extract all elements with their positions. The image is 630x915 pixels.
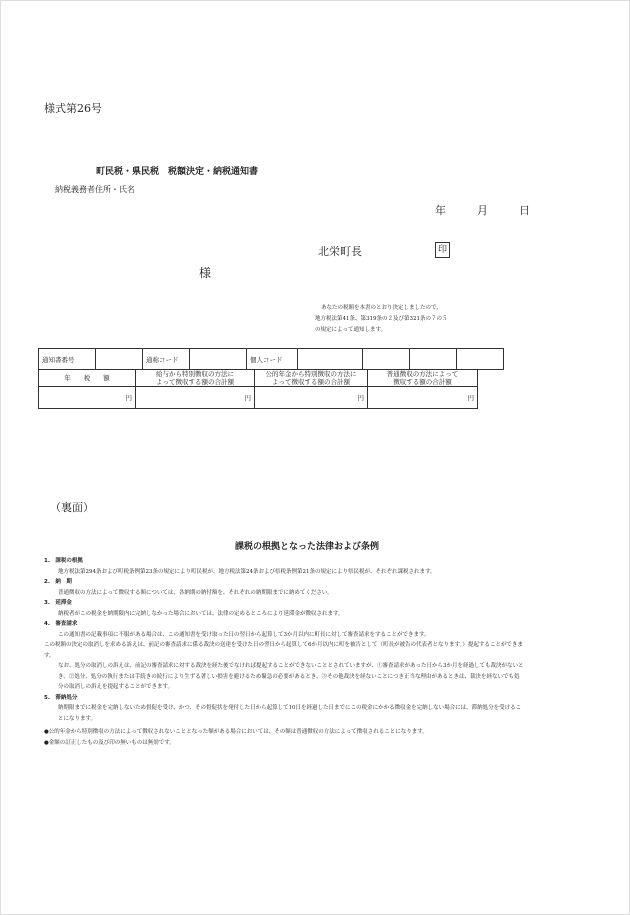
addressee-code-label: 通称コード (143, 349, 190, 370)
taxpayer-label: 納税義務者住所・氏名 (55, 185, 135, 194)
ordinary-column-header (368, 370, 478, 387)
notice-line: あなたの税額を本書のとおり決定しましたので、 (321, 305, 442, 311)
salary-column-header (136, 370, 255, 387)
salary-header-line: 給与から特別徴収の方法に (156, 370, 234, 378)
section-body: 地方税法第294条および町税条例第23条の規定により町民税が、地方税法第24条および県税条例第21条の規定により県民税が、それぞれ課税されます。 (58, 568, 436, 575)
section-body: なお、処分の取消しの訴えは、前記の審査請求に対する裁決を経た後でなければ提起することができないこととされていますが、①審査請求があった日から3か月を経過しても裁決がないとき、②処分、処分の執行または手続きの続行により生ずる著しい損害を避けるため緊急の必要があるとき、③その他裁決を経ないことにつき正当な理由があるときは、裁決を経ないでも処分の取消しの訴えを提起することができます。 (58, 663, 524, 690)
personal-code-value-2 (363, 349, 410, 370)
footnotes (44, 727, 428, 748)
code-row (39, 349, 504, 370)
salary-header-line: よって徴収する額の合計額 (156, 378, 234, 386)
section (44, 619, 524, 693)
document-title: 町民税・県民税 税額決定・納税通知書 (96, 167, 259, 177)
personal-code-value-4 (457, 349, 504, 370)
form-number: 様式第26号 (44, 102, 102, 115)
addressee-code-value (190, 349, 247, 370)
section-heading: 2. 納 期 (44, 579, 72, 585)
section-heading: 3. 延滞金 (44, 600, 72, 606)
day-label: 日 (519, 204, 530, 217)
annual-tax-amount: 円 (39, 387, 136, 409)
header-row (39, 370, 478, 387)
section-body: この税額の決定の取消しを求める訴えは、前記の審査請求に係る裁決の送達を受けた日の翌日から起算して6か月以内に町を被告として（町長が被告の代表者となります。）提起することができます。 (44, 642, 523, 659)
section (44, 556, 524, 577)
amount-row (39, 387, 478, 409)
personal-code-value-3 (410, 349, 457, 370)
back-title: 課税の根拠となった法律および条例 (235, 542, 380, 552)
notice-no-value (96, 349, 143, 370)
ordinary-header-line: 徴収する額の合計額 (393, 378, 452, 386)
section-body: 納期限までに税金を完納しないため督促を受け、かつ、その督促状を発付した日から起算して10日を経過した日までにこの税金にかかる徴収金を完納しない場合には、滞納処分を受けることになります。 (58, 705, 522, 722)
personal-code-label: 個人コード (247, 349, 298, 370)
issuer-name: 北栄町長 (318, 245, 362, 258)
tax-amount-table (38, 348, 504, 370)
law-sections (44, 556, 524, 724)
section (44, 577, 524, 598)
notice-line: の規定によって通知します。 (315, 327, 387, 333)
ordinary-amount: 円 (368, 387, 478, 409)
section-body: 納税者がこの税金を納期限内に完納しなかった場合においては、法律の定めるところにより延滞金が徴収されます。 (58, 610, 344, 617)
pension-header-line: 公的年金から特別徴収の方法に (265, 370, 357, 378)
footnote: ●公的年金から特別徴収の方法によって徴収されないこととなった額がある場合においては、その額は普通徴収の方法によって徴収されることになります。 (44, 729, 428, 735)
notice-line: 地方税法第41条、第319条の２及び第321条の７の５ (315, 316, 448, 322)
year-label: 年 (435, 204, 446, 217)
notice-no-label: 通知書番号 (39, 349, 96, 370)
section (44, 693, 524, 725)
pension-amount: 円 (255, 387, 368, 409)
date-row (435, 202, 530, 218)
ordinary-header-line: 普通徴収の方法によって (386, 370, 459, 378)
back-side-label: （裏面） (50, 501, 94, 514)
section-heading: 1. 課税の根拠 (44, 558, 83, 564)
annual-tax-label: 年 税 額 (39, 370, 136, 387)
tax-total-table (38, 369, 478, 409)
personal-code-value-1 (298, 349, 363, 370)
section-heading: 5. 滞納処分 (44, 694, 78, 701)
honorific: 様 (199, 266, 212, 280)
section-body: 普通徴収の方法によって徴収する額については、各納期の納付額を、それぞれの納期限までに納めてください。 (58, 589, 333, 596)
footnote: ●金額の訂正したもの及び印の無いものは無効です。 (44, 739, 175, 746)
section (44, 598, 524, 619)
seal-box: 印 (435, 242, 450, 258)
section-body: この通知書の記載事項に不服がある場合は、この通知書を受け取った日の翌日から起算して3か月以内に町長に対して審査請求をすることができます。 (58, 631, 430, 638)
month-label: 月 (477, 204, 488, 217)
pension-column-header (255, 370, 368, 387)
salary-amount: 円 (136, 387, 255, 409)
notice-text (315, 303, 495, 336)
section-heading: 4. 審査請求 (44, 621, 78, 627)
pension-header-line: よって徴収する額の合計額 (272, 378, 350, 386)
